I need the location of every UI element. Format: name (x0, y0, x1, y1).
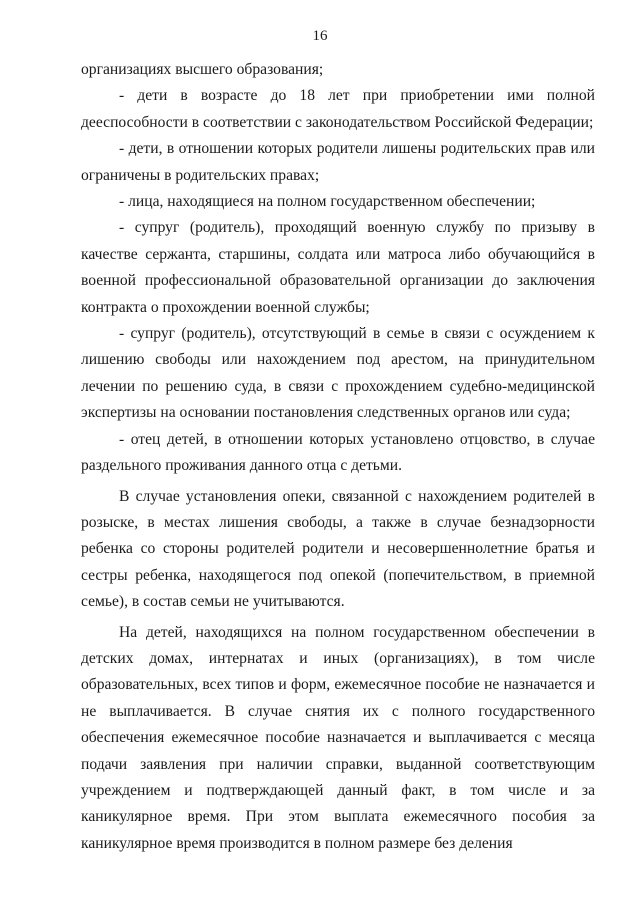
paragraph-state-institutions: На детей, находящихся на полном государственном обеспечении в детских домах, интернатах и иных (организациях), в том числе образовательных, всех типов и форм, ежемесячное пособие не назначается и не выплачивается. В случае снятия их с полного государственного обеспечения ежемесячное пособие назначается и выплачивается с месяца подачи заявления при наличии справки, выданной соответствующим учреждением и подтверждающей данный факт, в том числе и за каникулярное время. При этом выплата ежемесячного пособия за каникулярное время производится в полном размере без деления (81, 623, 595, 852)
document-body (81, 57, 595, 857)
list-item-absent-spouse: - супруг (родитель), отсутствующий в семье в связи с осуждением к лишению свободы или нахождением под арестом, на принудительном лечении по решению суда, в связи с прохождением судебно-медицинской экспертизы на основании постановления следственных органов или суда; (81, 325, 595, 422)
list-item-state-support: - лица, находящиеся на полном государственном обеспечении; (119, 193, 536, 211)
list-item-father-separate: - отец детей, в отношении которых установлено отцовство, в случае раздельного проживания данного отца с детьми. (81, 430, 595, 475)
page-number: 16 (312, 28, 328, 44)
paragraph-continuation: организациях высшего образования; (81, 61, 324, 78)
list-item-military-service: - супруг (родитель), проходящий военную службу по призыву в качестве сержанта, старшины, солдата или матроса либо обучающийся в военной профессиональной образовательной организации до заключения контракта о прохождении военной службы; (81, 219, 595, 316)
list-item-adult-children: - дети в возрасте до 18 лет при приобретении ими полной дееспособности в соответствии с законодательством Российской Федерации; (81, 87, 595, 131)
list-item-deprived-parents: - дети, в отношении которых родители лишены родительских прав или ограничены в родительских правах; (81, 140, 595, 184)
paragraph-guardianship: В случае установления опеки, связанной с нахождением родителей в розыске, в местах лишения свободы, а также в случае безнадзорности ребенка со стороны родителей родители и несовершеннолетние братья и сестры ребенка, находящегося под опекой (попечительством, в приемной семье), в состав семьи не учитываются. (81, 487, 595, 611)
